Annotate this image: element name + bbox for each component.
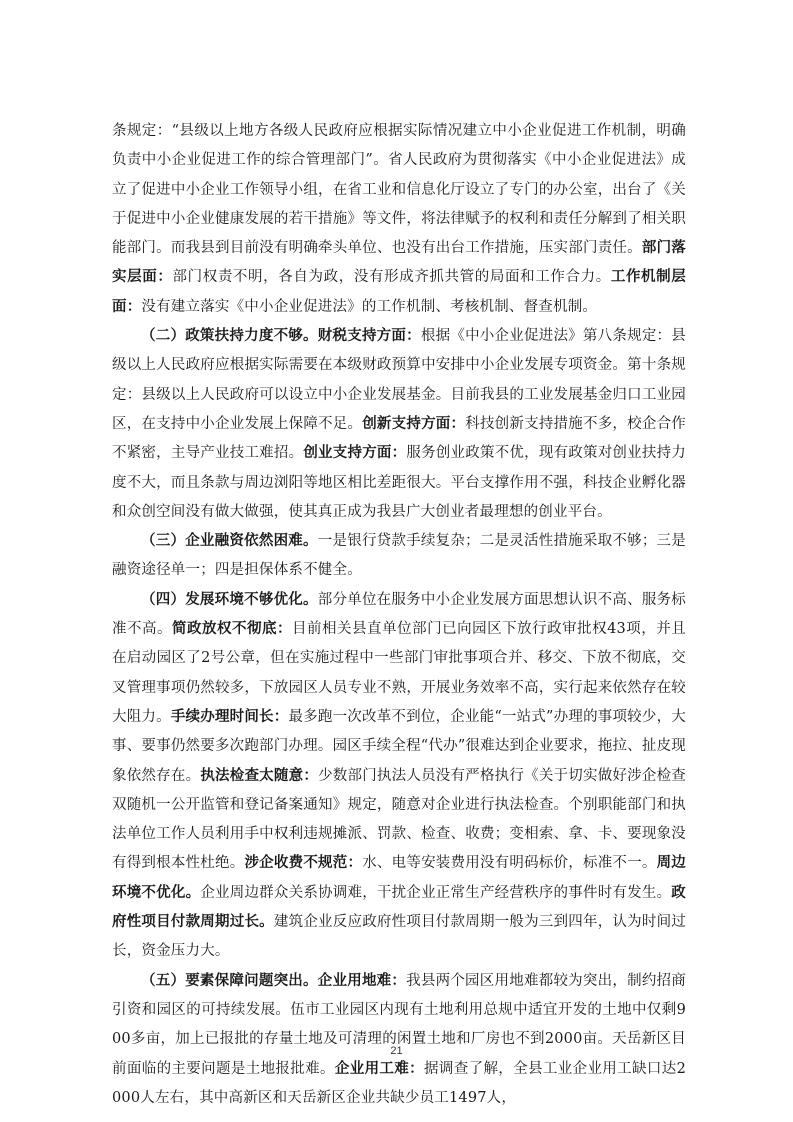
section-heading: （四）发展环境不够优化。 (141, 591, 318, 608)
text-run: 一是银行贷款手续复杂；二是灵活性措施采取不够；三是融资途径单一；四是担保体系不健全。 (112, 533, 686, 579)
paragraph-5 (112, 967, 686, 1113)
text-run: 目前相关县直单位部门已向园区下放行政审批权43项，并且在启动园区了2号公章，但在实施过程中一些部门审批事项合并、移交、下放不彻底，交叉管理事项仍然较多，下放园区人员专业不熟，开展业务效率不高，实行起来依然存在较大阻力。 (112, 621, 686, 725)
text-run: 我县两个园区用地难都较为突出，制约招商引资和园区的可持续发展。伍市工业园区内现有土地利用总规中适宜开发的土地中仅剩900多亩，加上已报批的存量土地及可清理的闲置土地和厂房也不到2000亩。天岳新区目前面临的主要问题是土地报批难。 (112, 972, 686, 1077)
bold-heading-run: 手续办理时间长： (170, 708, 289, 725)
text-run: 没有建立落实《中小企业促进法》的工作机制、考核机制、督查机制。 (141, 298, 598, 315)
bold-heading-run: 简政放权不彻底： (172, 621, 293, 638)
bold-heading-run: 创业支持方面： (303, 445, 407, 462)
bold-heading-run: 政府性项目付款周期过长。 (112, 884, 686, 931)
text-run: 水、电等安装费用没有明码标价，标准不一。 (362, 855, 657, 872)
body-text (112, 117, 686, 1113)
text-run: 条规定：“县级以上地方各级人民政府应根据实际情况建立中小企业促进工作机制，明确负责中小企业促进工作的综合管理部门”。省人民政府为贯彻落实《中小企业促进法》成立了促进中小企业工作领导小组，在省工业和信息化厅设立了专门的办公室，出台了《关于促进中小企业健康发展的若干措施》等文件，将法律赋予的权利和责任分解到了相关职能部门。而我县到目前没有明确牵头单位、也没有出台工作措施，压实部门责任。 (112, 123, 686, 257)
text-run: 少数部门执法人员没有严格执行《关于切实做好涉企检查双随机一公开监管和登记备案通知》规定，随意对企业进行执法检查。个别职能部门和执法单位工作人员利用手中权利违规摊派、罚款、检查、收费；变相索、拿、卡、要现象没有得到根本性杜绝。 (112, 767, 686, 872)
text-run: 最多跑一次改革不到位，企业能“一站式”办理的事项较少，大事、要事仍然要多次跑部门办理。园区手续全程“代办”很难达到企业要求，拖拉、扯皮现象依然存在。 (112, 708, 686, 784)
bold-heading-run: 涉企收费不规范： (244, 855, 363, 872)
page-number: 21 (390, 1045, 403, 1057)
text-run: 服务创业政策不优，现有政策对创业扶持力度不大，而且条款与周边浏阳等地区相比差距很大。平台支撑作用不强，科技企业孵化器和众创空间没有做大做强，使其真正成为我县广大创业者最理想的创业平台。 (112, 445, 686, 520)
text-run: 据调查了解，全县工业企业用工缺口达2000人左右，其中高新区和天岳新区企业共缺少员工1497人， (112, 1060, 687, 1106)
text-run: 部分单位在服务中小企业发展方面思想认识不高、服务标准不高。 (112, 591, 686, 638)
paragraph-2 (112, 322, 686, 527)
text-run: 建筑企业反应政府性项目付款周期一般为三到四年，认为时间过长，资金压力大。 (112, 914, 686, 960)
bold-heading-run: 创新支持方面： (362, 415, 466, 432)
bold-heading-run: 企业用工难： (334, 1060, 425, 1077)
bold-heading-run: 工作机制层面： (112, 269, 686, 315)
text-run: 根据《中小企业促进法》第八条规定：县级以上人民政府应根据实际需要在本级财政预算中安排中小企业发展专项资金。第十条规定：县级以上人民政府可以设立中小企业发展基金。目前我县的工业发展基金归口工业园区，在支持中小企业发展上保障不足。 (112, 328, 686, 432)
section-heading: （五）要素保障问题突出。企业用地难： (141, 972, 407, 989)
text-run: 科技创新支持措施不多，校企合作不紧密，主导产业技工难招。 (112, 415, 687, 462)
bold-heading-run: 周边环境不优化。 (112, 855, 686, 901)
section-heading: （三）企业融资依然困难。 (141, 533, 318, 550)
bold-heading-run: 执法检查太随意： (200, 767, 319, 784)
paragraph-3 (112, 527, 686, 586)
text-run: 企业周边群众关系协调难，干扰企业正常生产经营秩序的事件时有发生。 (200, 884, 672, 901)
paragraph-1 (112, 117, 686, 322)
paragraph-4 (112, 586, 686, 967)
text-run: 部门权责不明，各自为政，没有形成齐抓共管的局面和工作合力。 (172, 269, 611, 286)
section-heading: （二）政策扶持力度不够。财税支持方面： (141, 328, 421, 345)
bold-heading-run: 部门落实层面： (112, 240, 686, 286)
